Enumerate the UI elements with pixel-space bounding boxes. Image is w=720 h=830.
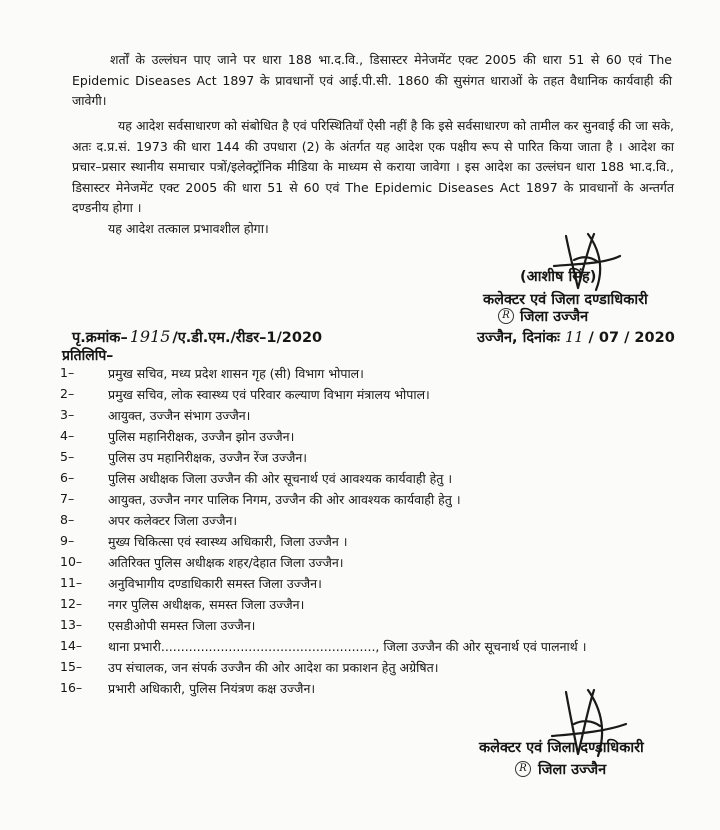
signatory-designation: कलेक्टर एवं जिला दण्डाधिकारी <box>483 292 648 308</box>
reference-number <box>72 327 322 347</box>
handwritten-day: 11 <box>565 330 584 346</box>
handwritten-reference-number: 1915 <box>129 327 171 346</box>
copies-heading: प्रतिलिपि– <box>62 348 114 364</box>
order-document: शर्तों के उल्लंघन पाए जाने पर धारा 188 भा.द.वि., डिसास्टर मेनेजमेंट एक्ट 2005 की धारा 51 से 60 एवं The Epidemic Diseases Act 1897 के प्रावधानों एवं आई.पी.सी. 1860 की सुसंगत धाराओं के तहत वैधानिक कार्यवाही की जावेगी। यह आदेश सर्वसाधारण को संबोधित है एवं परिस्थितियाँ ऐसी नहीं है कि इसे सर्वसाधारण को तामील कर सुनवाई की जा सके, अतः द.प्र.सं. 1973 की धारा 144 की उपधारा (2) के अंतर्गत यह आदेश एक पक्षीय रूप से पारित किया जाता है । आदेश का प्रचार–प्रसार स्थानीय समाचार पत्रों/इलेक्ट्रॉनिक मीडिया के माध्यम से कराया जावेगा । इस आदेश का उल्लंघन धारा 188 भा.द.वि., डिसास्टर मेनेजमेंट एक्ट 2005 की धारा 51 से 60 एवं The Epidemic Diseases Act 1897 के प्रावधानों के अन्तर्गत दण्डनीय होगा । यह आदेश तत्काल प्रभावशील होगा। (आशीष सिंह) कलेक्टर एवं जिला दण्डाधिकारी R जिला उज्जैन पृ.क्रमांक– 1915 /ए.डी.एम./रीडर–1/2020 उज्जैन, दिनांकः 11 / 07 / 2020 प्रतिलिपि– 1– प्रमुख सचिव, मध्य प्रदेश शासन गृह (सी) विभाग भोपाल। 2– प्रमुख सचिव, लोक स्वास्थ्य एवं परिवार कल्याण विभाग मंत्रालय भोपाल। 3– आयुक्त, उज्जैन संभाग उज्जैन। 4– पुलिस महानिरीक्षक, उज्जैन झोन उज्जैन। 5– पुलिस उप महानिरीक्षक, उज्जैन रेंज उज्जैन। 6– पुलिस अधीक्षक जिला उज्जैन की ओर सूचनार्थ एवं आवश्यक कार्यवाही हेतु । 7– आयुक्त, उज्जैन नगर पालिक निगम, उज्जैन की ओर आवश्यक कार्यवाही हेतु । 8– अपर कलेक्टर जिला उज्जैन। 9– मुख्य चिकित्सा एवं स्वास्थ्य अधिकारी, जिला उज्जैन । 10– अतिरिक्त पुलिस अधीक्षक शहर/देहात जिला उज्जैन। 11– अनुविभागीय दण्डाधिकारी समस्त जिला उज्जैन। 12– नगर पुलिस अधीक्षक, समस्त जिला उज्जैन। 13– एसडीओपी समस्त जिला उज्जैन। 14– थाना प्रभारी......................................................, जिला उज्जैन की ओर सूचनार्थ एवं पालनार्थ । 15– उप संचालक, जन संपर्क उज्जैन की ओर आदेश का प्रकाशन हेतु अग्रेषित। 16– प्रभारी अधिकारी, पुलिस नियंत्रण कक्ष उज्जैन। कलेक्टर एवं जिला दण्डाधिकारी R जिला उज्जैन <box>60 52 675 778</box>
place-date <box>477 327 675 347</box>
initial-stamp-2: R <box>515 761 531 777</box>
signatory-name: (आशीष सिंह) <box>520 269 597 285</box>
signatory-district-2: जिला उज्जैन <box>538 762 607 778</box>
place-date-label: उज्जैन, दिनांकः <box>477 330 560 346</box>
signatory-designation-2: कलेक्टर एवं जिला दण्डाधिकारी <box>479 740 644 756</box>
reference-prefix: पृ.क्रमांक– <box>72 330 128 346</box>
reference-rest: /ए.डी.एम./रीडर–1/2020 <box>172 330 323 346</box>
signatory-district: जिला उज्जैन <box>520 309 589 325</box>
initial-stamp-1: R <box>498 308 514 324</box>
effective-paragraph: यह आदेश तत्काल प्रभावशील होगा। <box>108 221 269 236</box>
conditions-paragraph: शर्तों के उल्लंघन पाए जाने पर धारा 188 भा.द.वि., डिसास्टर मेनेजमेंट एक्ट 2005 की धारा 51 से 60 एवं The Epidemic Diseases Act 1897 के प्रावधानों एवं आई.पी.सी. 1860 की सुसंगत धाराओं के तहत वैधानिक कार्यवाही की जावेगी। <box>72 52 672 108</box>
month-year: / 07 / 2020 <box>588 330 675 346</box>
order-paragraph: यह आदेश सर्वसाधारण को संबोधित है एवं परिस्थितियाँ ऐसी नहीं है कि इसे सर्वसाधारण को तामील कर सुनवाई की जा सके, अतः द.प्र.सं. 1973 की धारा 144 की उपधारा (2) के अंतर्गत यह आदेश एक पक्षीय रूप से पारित किया जाता है । आदेश का प्रचार–प्रसार स्थानीय समाचार पत्रों/इलेक्ट्रॉनिक मीडिया के माध्यम से कराया जावेगा । इस आदेश का उल्लंघन धारा 188 भा.द.वि., डिसास्टर मेनेजमेंट एक्ट 2005 की धारा 51 से 60 एवं The Epidemic Diseases Act 1897 के प्रावधानों के अन्तर्गत दण्डनीय होगा । <box>72 118 674 215</box>
